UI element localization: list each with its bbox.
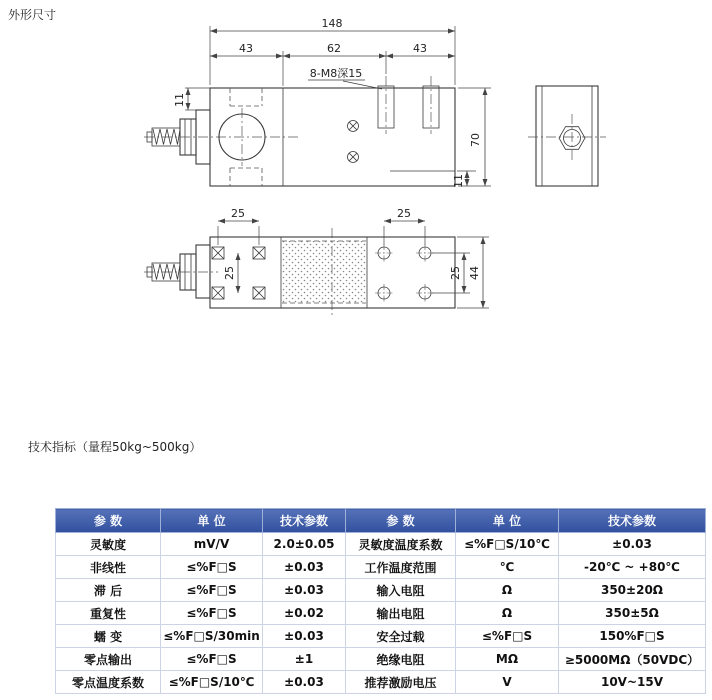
col-header-unit-right: 单 位 xyxy=(456,509,559,533)
cell: ℃ xyxy=(456,556,559,579)
bottom-view xyxy=(144,207,489,316)
tapped-hole-symbol xyxy=(348,121,359,163)
cell: ±0.03 xyxy=(559,533,706,556)
dim-label-pitch-left: 25 xyxy=(231,207,245,220)
dim-label-total-width: 148 xyxy=(321,17,343,30)
cell: ±1 xyxy=(263,648,346,671)
cell: ≤%F□S xyxy=(161,579,263,602)
cell: Ω xyxy=(456,602,559,625)
side-view xyxy=(528,86,606,186)
col-header-value-right: 技术参数 xyxy=(559,509,706,533)
table-row xyxy=(56,625,706,648)
dim-label-bottom-offset: 11 xyxy=(452,174,465,188)
cell: ≤%F□S xyxy=(161,648,263,671)
cell: ±0.03 xyxy=(263,671,346,694)
cell: 滞 后 xyxy=(56,579,161,602)
spec-table xyxy=(55,508,706,694)
cell: ≥5000MΩ（50VDC） xyxy=(559,648,706,671)
cell: Ω xyxy=(456,579,559,602)
dim-label-row-right: 25 xyxy=(449,266,462,280)
cell: 10V~15V xyxy=(559,671,706,694)
cell: 350±20Ω xyxy=(559,579,706,602)
table-row xyxy=(56,579,706,602)
col-header-value-left: 技术参数 xyxy=(263,509,346,533)
front-view xyxy=(144,17,491,188)
bolt-hole-circles xyxy=(375,244,434,302)
cell: V xyxy=(456,671,559,694)
cell: ≤%F□S/30min xyxy=(161,625,263,648)
table-row xyxy=(56,671,706,694)
cell: 输入电阻 xyxy=(346,579,456,602)
table-row xyxy=(56,602,706,625)
cell: ±0.03 xyxy=(263,579,346,602)
dim-label-top-offset: 11 xyxy=(173,93,186,107)
anchor-square-symbols xyxy=(212,247,265,299)
cell: ≤%F□S xyxy=(456,625,559,648)
cell: ≤%F□S xyxy=(161,556,263,579)
cell: 非线性 xyxy=(56,556,161,579)
cell: ±0.02 xyxy=(263,602,346,625)
cell: 绝缘电阻 xyxy=(346,648,456,671)
cell: MΩ xyxy=(456,648,559,671)
table-row xyxy=(56,533,706,556)
dim-label-bv-height: 44 xyxy=(468,266,481,280)
cell: 灵敏度 xyxy=(56,533,161,556)
thread-note-label: 8-M8深15 xyxy=(309,67,363,80)
cell: ≤%F□S/10℃ xyxy=(161,671,263,694)
cell: ±0.03 xyxy=(263,556,346,579)
dim-label-segment-right: 43 xyxy=(413,42,427,55)
spec-section-title: 技术指标（量程50kg~500kg） xyxy=(28,440,202,454)
cell: 重复性 xyxy=(56,602,161,625)
table-row xyxy=(56,648,706,671)
cell: ±0.03 xyxy=(263,625,346,648)
cell: 推荐激励电压 xyxy=(346,671,456,694)
cell: -20℃ ~ +80℃ xyxy=(559,556,706,579)
dim-label-pitch-right: 25 xyxy=(397,207,411,220)
table-header-row xyxy=(56,509,706,533)
cell: 零点温度系数 xyxy=(56,671,161,694)
dim-label-height: 70 xyxy=(469,133,482,147)
table-row xyxy=(56,556,706,579)
col-header-unit-left: 单 位 xyxy=(161,509,263,533)
dim-label-row-left: 25 xyxy=(223,266,236,280)
dimensions-section-title: 外形尺寸 xyxy=(8,8,57,22)
dim-label-segment-left: 43 xyxy=(239,42,253,55)
dim-label-segment-mid: 62 xyxy=(327,42,341,55)
cell: 350±5Ω xyxy=(559,602,706,625)
col-header-param-right: 参 数 xyxy=(346,509,456,533)
cell: mV/V xyxy=(161,533,263,556)
cell: 安全过载 xyxy=(346,625,456,648)
load-rod-bottom xyxy=(147,245,210,298)
cell: 工作温度范围 xyxy=(346,556,456,579)
cell: ≤%F□S/10℃ xyxy=(456,533,559,556)
cell: 零点输出 xyxy=(56,648,161,671)
cell: ≤%F□S xyxy=(161,602,263,625)
cell: 2.0±0.05 xyxy=(263,533,346,556)
cell: 150%F□S xyxy=(559,625,706,648)
col-header-param-left: 参 数 xyxy=(56,509,161,533)
cell: 灵敏度温度系数 xyxy=(346,533,456,556)
cell: 蠕 变 xyxy=(56,625,161,648)
cell: 输出电阻 xyxy=(346,602,456,625)
